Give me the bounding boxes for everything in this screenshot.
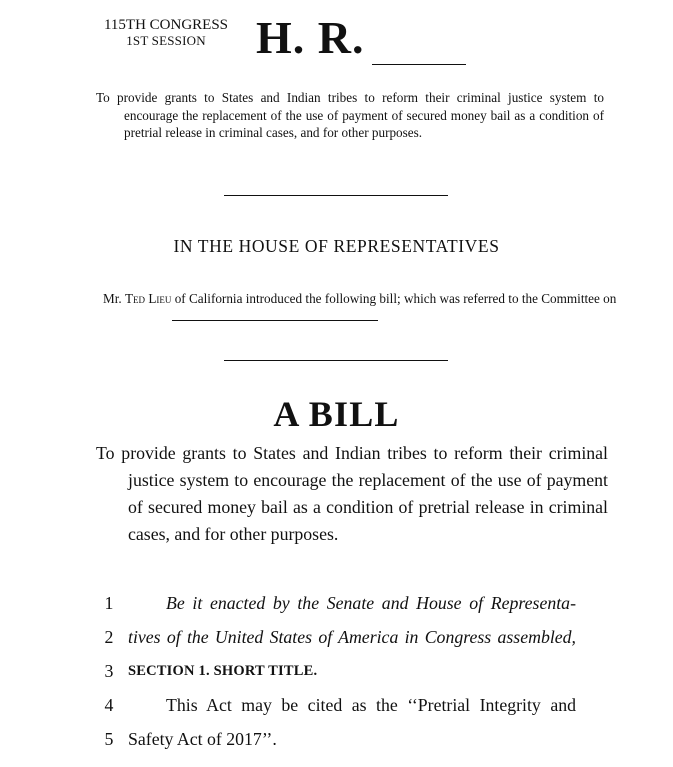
sponsor-name: Ted Lieu	[124, 291, 172, 306]
line-text: tives of the United States of America in Congress assembled,	[128, 627, 576, 647]
purpose-full: To provide grants to States and Indian tribes to reform their criminal justice system to encourage the replacement of the use of payment of secured money bail as a condition of pretrial release in criminal cases, and for other purposes.	[96, 443, 608, 544]
session-number: 1ST SESSION	[126, 33, 206, 48]
bill-line	[100, 657, 576, 685]
chamber-heading: IN THE HOUSE OF REPRESENTATIVES	[173, 236, 500, 256]
sponsor-prefix: Mr.	[103, 291, 125, 306]
bill-number-blank	[372, 64, 466, 65]
line-number: 2	[104, 627, 114, 647]
line-text: Safety Act of 2017’’.	[128, 729, 277, 749]
bill-title: A BILL	[273, 394, 400, 434]
bill-line	[100, 589, 576, 617]
bill-line	[100, 691, 576, 719]
committee-blank	[172, 308, 378, 321]
line-number: 1	[104, 593, 114, 613]
introduction-statement	[103, 290, 639, 326]
divider-top	[224, 195, 448, 196]
section-heading: SECTION 1. SHORT TITLE.	[128, 663, 318, 679]
bill-line	[100, 623, 576, 651]
line-text: Be it enacted by the Senate and House of Representa-	[166, 593, 576, 613]
divider-bottom	[224, 360, 448, 361]
congress-number: 115TH CONGRESS	[103, 17, 229, 33]
bill-designation: H. R.	[256, 12, 365, 63]
bill-line	[100, 725, 576, 753]
line-text: This Act may be cited as the ‘‘Pretrial Integrity and	[166, 695, 576, 715]
introduction-text: of California introduced the following bill; which was referred to the Committee on	[171, 291, 617, 306]
congress-session	[96, 17, 236, 49]
purpose-summary: To provide grants to States and Indian tribes to reform their criminal justice system to encourage the replacement of the use of payment of secured money bail as a condition of pretrial release in criminal cases, and for other purposes.	[96, 90, 604, 140]
line-number: 4	[104, 695, 114, 715]
line-number: 5	[104, 729, 114, 749]
line-number: 3	[104, 661, 114, 681]
